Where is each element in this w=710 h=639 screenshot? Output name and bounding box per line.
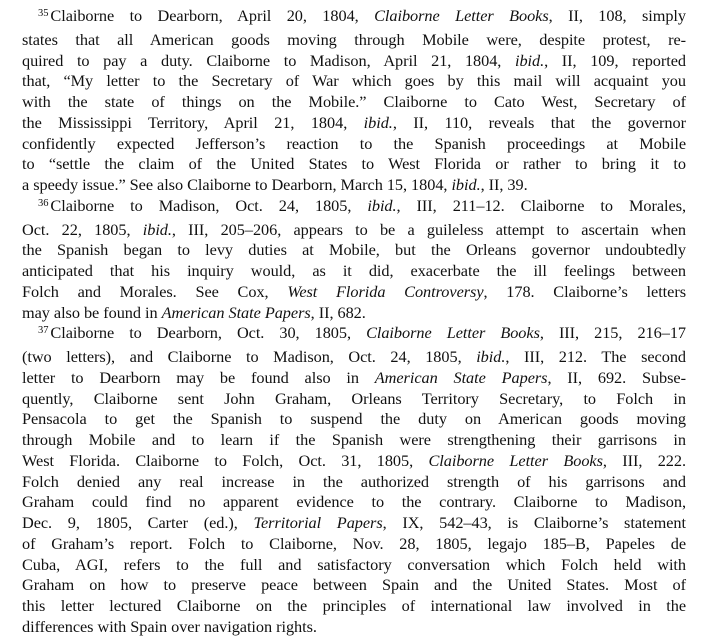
text-run: this letter lectured Claiborne on the principles of international law involved in the <box>22 596 686 615</box>
footnote-line <box>22 596 686 617</box>
footnote-line <box>22 282 686 303</box>
footnote-line <box>22 175 686 196</box>
italic-title: ibid. <box>451 175 481 194</box>
footnote-line <box>22 51 686 72</box>
footnote-line <box>22 220 686 241</box>
text-run: that, “My letter to the Secretary of War which goes by this mail will acquaint you <box>22 71 686 91</box>
text-run: a speedy issue.” See also Claiborne to Dearborn, March 15, 1804, <box>22 175 452 194</box>
text-run: through Mobile and to learn if the Spanish were strengthening their garrisons in <box>22 430 686 449</box>
footnote-37 <box>22 323 686 637</box>
text-run: Claiborne to Dearborn, Oct. 30, 1805, <box>50 323 367 343</box>
footnote-line <box>22 430 686 451</box>
footnote-line <box>22 347 686 368</box>
footnote-line <box>22 196 686 220</box>
text-run: Claiborne to Dearborn, April 20, 1804, <box>50 6 375 25</box>
footnote-line <box>22 389 686 410</box>
footnote-number: 37 <box>38 325 49 337</box>
footnote-line <box>22 409 686 430</box>
text-run: , III, 205–206, appears to be a guileless attempt to ascertain when <box>171 219 686 239</box>
text-run: Folch denied any real increase in the authorized strength of his garrisons and <box>22 471 686 491</box>
footnote-36 <box>22 196 686 324</box>
footnote-line <box>22 240 686 261</box>
italic-title: Claiborne Letter Books <box>366 323 540 343</box>
text-run: the Spanish began to levy duties at Mobile, but the Orleans governor undoubtedly <box>22 240 686 260</box>
text-run: differences with Spain over navigation rights. <box>22 616 317 636</box>
text-run: West Florida. Claiborne to Folch, Oct. 31, 1805, <box>22 450 429 470</box>
italic-title: ibid. <box>367 195 397 215</box>
text-run: quently, Claiborne sent John Graham, Orleans Territory Secretary, to Folch in <box>22 388 686 408</box>
text-run: , III, 222. <box>602 450 686 470</box>
text-run: states that all American goods moving through Mobile were, despite protest, re- <box>22 29 686 49</box>
italic-title: ibid. <box>476 347 506 366</box>
footnote-line <box>22 513 686 534</box>
text-run: confidently expected Jefferson’s reaction to the Spanish proceedings at Mobile <box>22 133 686 153</box>
text-run: Claiborne to Madison, Oct. 24, 1805, <box>50 195 368 215</box>
footnote-line <box>22 154 686 175</box>
italic-title: American State Papers <box>161 302 311 322</box>
text-run: , II, 39. <box>480 175 528 194</box>
italic-title: West Florida Controversy <box>287 281 484 301</box>
footnotes-list <box>22 6 686 638</box>
text-run: Graham could find no apparent evidence to the contrary. Claiborne to Madison, <box>22 492 686 512</box>
footnote-line <box>22 472 686 493</box>
text-run: , II, 109, reported <box>544 50 686 70</box>
footnote-number: 35 <box>38 8 49 19</box>
text-run: letter to Dearborn may be found also in <box>22 367 375 387</box>
italic-title: American State Papers <box>374 367 548 387</box>
text-run: , 178. Claiborne’s letters <box>483 281 686 301</box>
text-run: (two letters), and Claiborne to Madison, Oct. 24, 1805, <box>22 347 477 366</box>
text-run: , III, 211–12. Claiborne to Morales, <box>396 195 687 215</box>
text-run: quired to pay a duty. Claiborne to Madison, April 21, 1804, <box>22 50 515 70</box>
footnote-line <box>22 30 686 51</box>
footnote-line <box>22 617 686 638</box>
footnote-line <box>22 261 686 282</box>
italic-title: ibid. <box>363 112 393 132</box>
text-run: , II, 110, reveals that the governor <box>392 112 686 132</box>
text-run: Dec. 9, 1805, Carter (ed.), <box>22 513 254 532</box>
italic-title: ibid. <box>142 219 172 239</box>
text-run: Oct. 22, 1805, <box>22 219 143 239</box>
footnote-line <box>22 134 686 155</box>
text-run: the Mississippi Territory, April 21, 1804, <box>22 112 364 132</box>
footnote-line <box>22 71 686 92</box>
text-run: with the state of things on the Mobile.” Claiborne to Cato West, Secretary of <box>22 92 686 111</box>
footnote-number: 36 <box>38 197 49 209</box>
text-run: , III, 212. The second <box>505 347 686 366</box>
italic-title: ibid. <box>514 50 545 70</box>
text-run: , III, 215, 216–17 <box>539 323 687 343</box>
footnote-line <box>22 6 686 30</box>
text-run: Pensacola to get the Spanish to suspend the duty on American goods moving <box>22 409 686 429</box>
italic-title: Territorial Papers <box>253 513 383 532</box>
text-run: of Graham’s report. Folch to Claiborne, Nov. 28, 1805, legajo 185–B, Papeles de <box>22 533 686 553</box>
text-run: , II, 682. <box>310 302 366 322</box>
footnote-line <box>22 534 686 555</box>
footnote-line <box>22 113 686 134</box>
footnote-35 <box>22 6 686 196</box>
text-run: , IX, 542–43, is Claiborne’s statement <box>382 513 686 532</box>
text-run: Cuba, AGI, refers to the full and satisfactory conversation which Folch held with <box>22 554 686 574</box>
text-run: , II, 108, simply <box>548 6 686 25</box>
footnote-line <box>22 303 686 324</box>
italic-title: Claiborne Letter Books <box>374 6 549 25</box>
text-run: to “settle the claim of the United States to West Florida or rather to bring it to <box>22 154 686 174</box>
footnote-line <box>22 575 686 596</box>
text-run: anticipated that his inquiry would, as it did, exacerbate the ill feelings between <box>22 261 686 280</box>
italic-title: Claiborne Letter Books <box>428 450 603 470</box>
footnote-line <box>22 92 686 113</box>
footnote-line <box>22 492 686 513</box>
text-run: , II, 692. Subse- <box>547 367 686 387</box>
footnote-line <box>22 368 686 389</box>
text-run: may also be found in <box>22 302 162 322</box>
footnote-line <box>22 323 686 347</box>
footnote-line <box>22 451 686 472</box>
footnote-line <box>22 555 686 576</box>
text-run: Folch and Morales. See Cox, <box>22 281 288 301</box>
text-run: Graham on how to preserve peace between Spain and the United States. Most of <box>22 575 686 595</box>
